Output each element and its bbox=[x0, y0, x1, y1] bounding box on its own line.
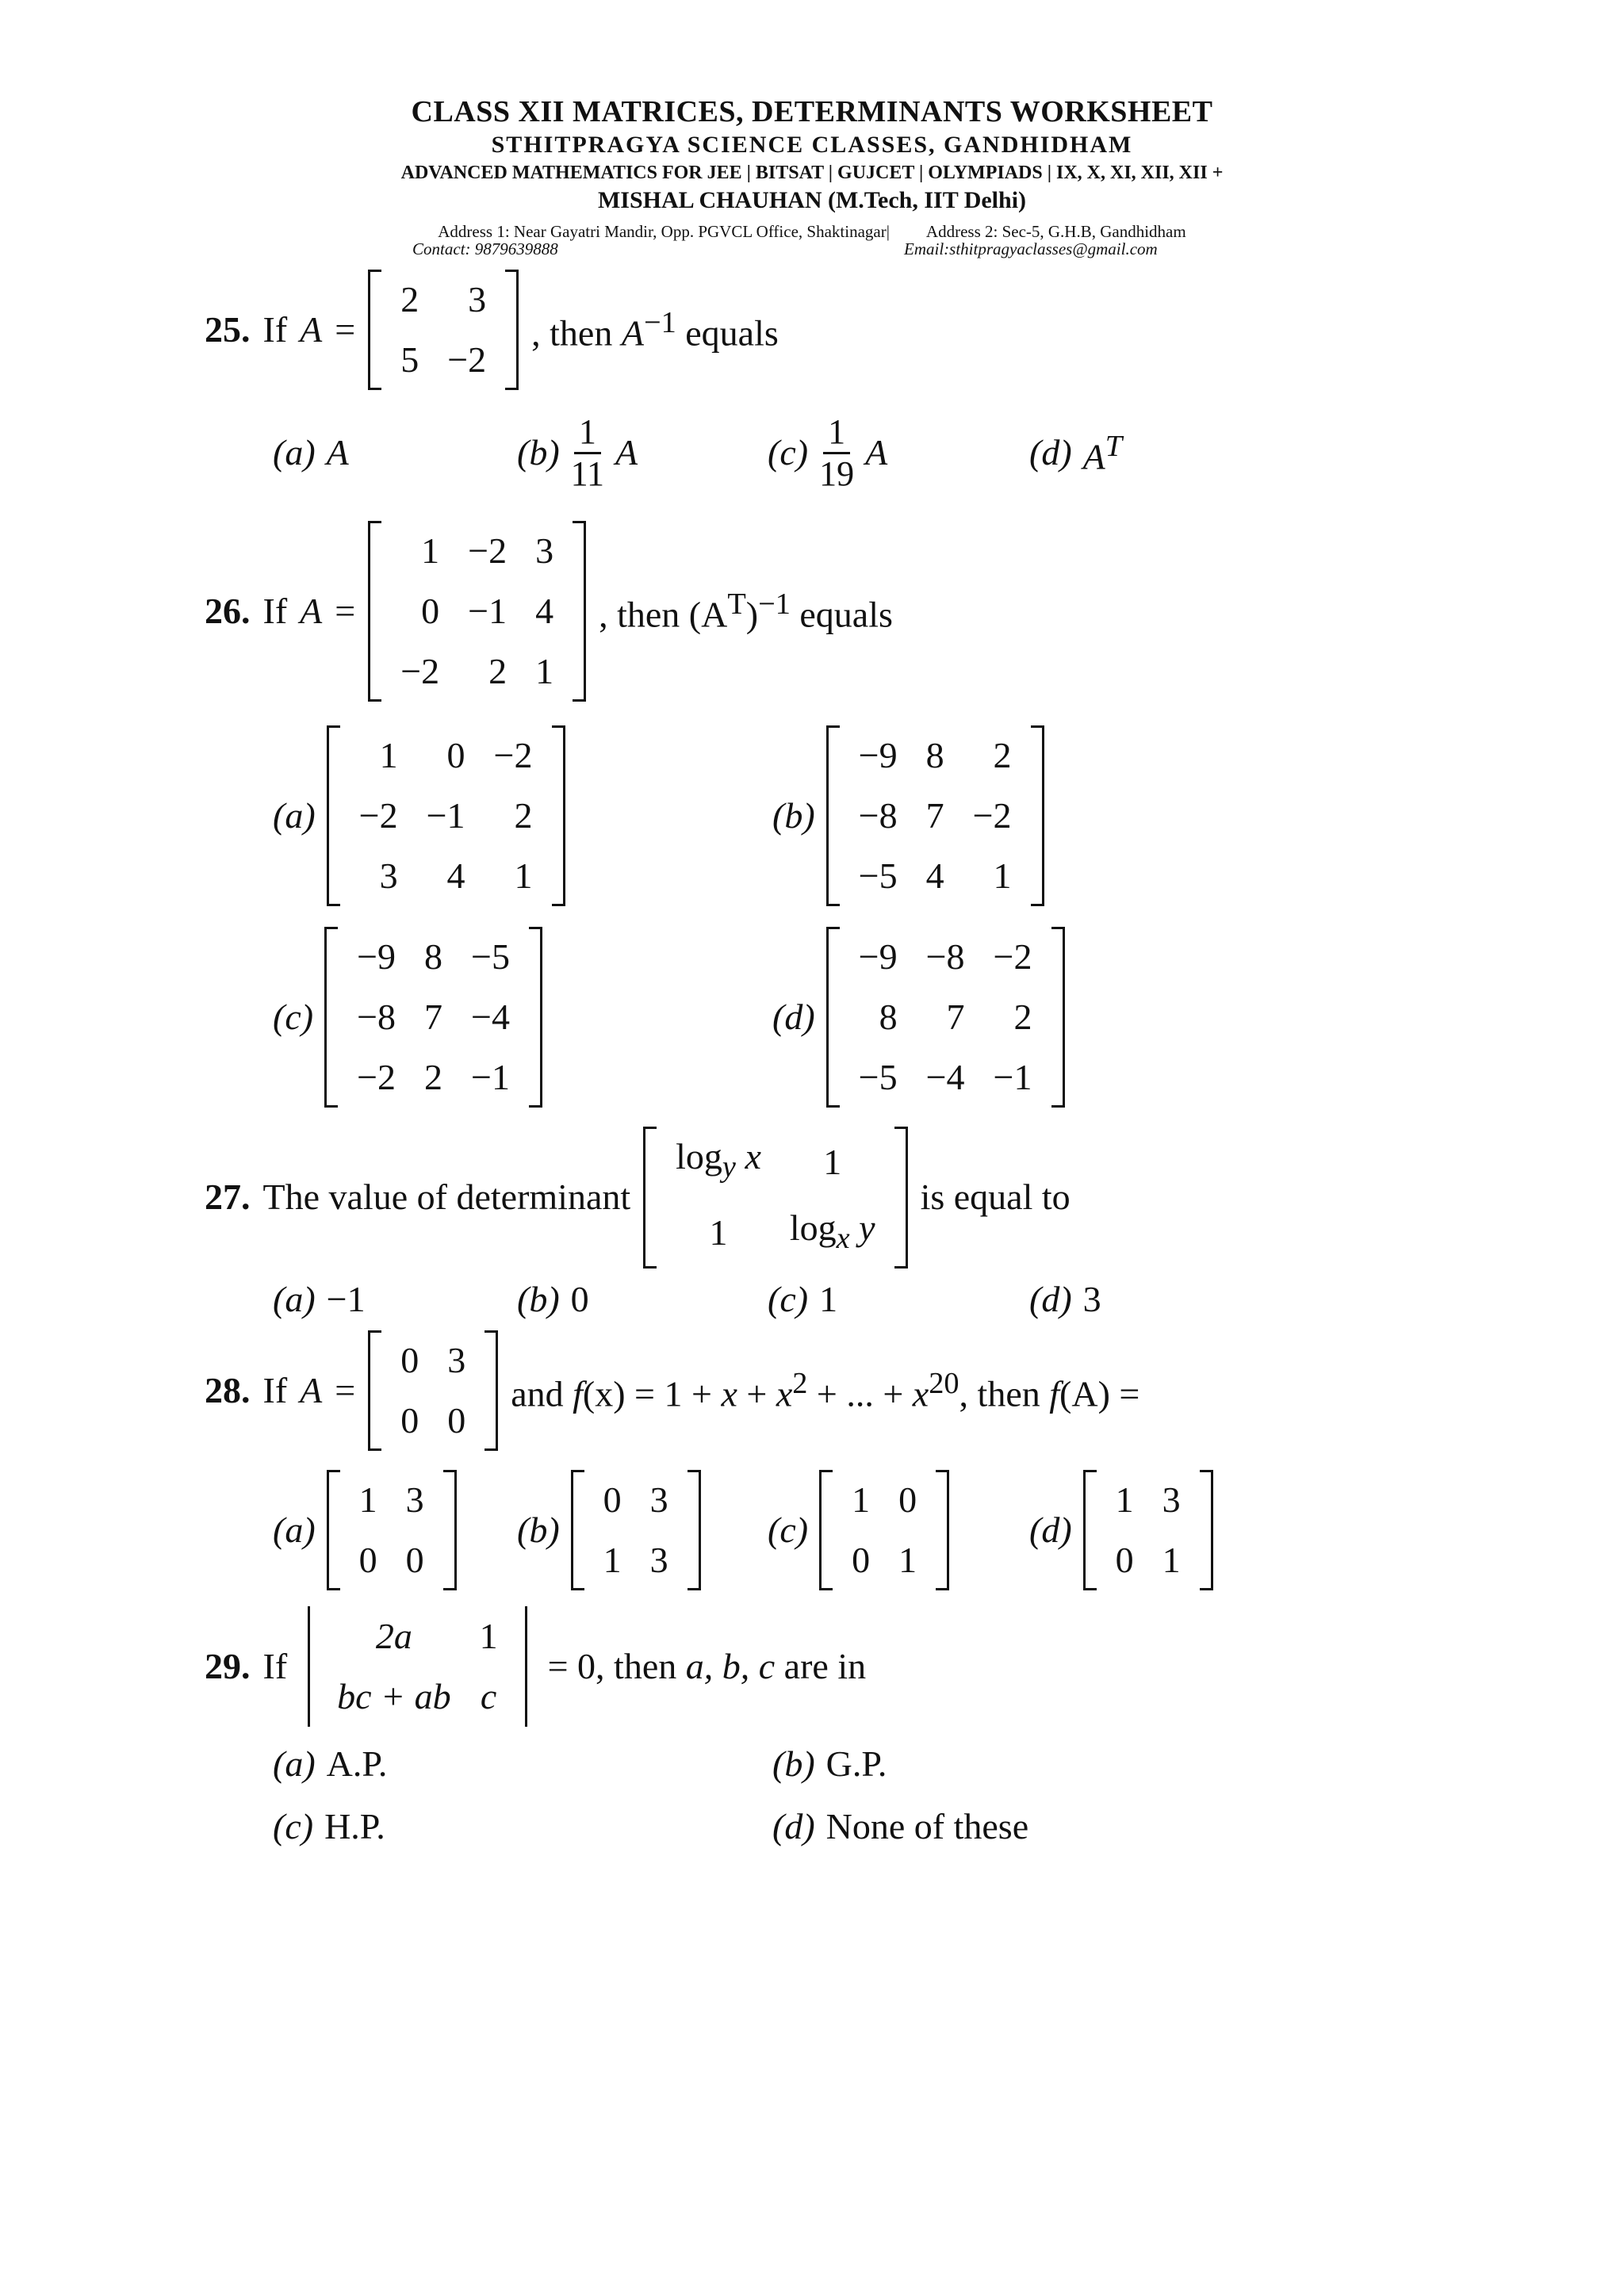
question-text: and $f(x) = 1 + x + x^2$ + ... + $x^{20}$, then f(A) = bbox=[511, 1367, 1140, 1414]
option-c[interactable]: (c) 1 0 0 1 bbox=[768, 1470, 1029, 1590]
option-b[interactable]: (b) $\frac{1}{11}$ A bbox=[517, 412, 638, 494]
contact-number: Contact: 9879639888 bbox=[412, 239, 558, 258]
option-a[interactable]: (a) A.P. bbox=[273, 1743, 388, 1785]
option-b[interactable]: (b) G.P. bbox=[772, 1743, 887, 1785]
equals-sign: = bbox=[335, 308, 356, 350]
variable: A bbox=[300, 308, 323, 350]
question-text: = 0, then a, b, c are in bbox=[547, 1646, 867, 1687]
question-text: If bbox=[262, 1646, 288, 1687]
option-d[interactable]: (d) 1 3 0 1 bbox=[1029, 1470, 1213, 1590]
options-29-row2 bbox=[273, 1807, 1505, 1847]
question-text: is equal to bbox=[920, 1177, 1071, 1218]
option-a[interactable]: (a) A bbox=[273, 432, 349, 473]
equals-sign: = bbox=[335, 591, 356, 632]
question-number: 29. bbox=[205, 1646, 251, 1687]
question-28 bbox=[205, 1330, 1505, 1451]
matrix: 2 3 5 −2 bbox=[368, 270, 519, 390]
worksheet-title: CLASS XII MATRICES, DETERMINANTS WORKSHEET bbox=[411, 95, 1213, 128]
option-d[interactable]: (d) −9 −8 −2 8 7 2 −5 −4 −1 bbox=[772, 927, 1065, 1108]
option-d[interactable]: (d) 3 bbox=[1029, 1278, 1101, 1319]
institute-name: STHITPRAGYA SCIENCE CLASSES, GANDHIDHAM bbox=[491, 132, 1133, 158]
question-number: 26. bbox=[205, 591, 251, 632]
worksheet-header bbox=[0, 94, 1624, 243]
question-29 bbox=[205, 1606, 1505, 1727]
option-d[interactable]: (d) None of these bbox=[772, 1805, 1029, 1846]
question-27 bbox=[205, 1127, 1505, 1268]
address-2: Address 2: Sec-5, G.H.B, Gandhidham bbox=[925, 222, 1186, 241]
matrix: 1 −2 3 0 −1 4 −2 2 1 bbox=[368, 521, 586, 702]
option-c[interactable]: (c) $\frac{1}{19}$ A bbox=[768, 412, 888, 494]
option-a[interactable]: (a) 1 0 −2 −2 −1 2 3 4 1 bbox=[273, 725, 772, 906]
question-25 bbox=[205, 270, 1505, 390]
equals-sign: = bbox=[335, 1370, 356, 1411]
programs-line: ADVANCED MATHEMATICS FOR JEE | BITSAT | GUJCET | OLYMPIADS | IX, X, XI, XII, XII + bbox=[400, 163, 1224, 183]
options-25 bbox=[273, 414, 1505, 492]
address-1: Address 1: Near Gayatri Mandir, Opp. PGVCL Office, Shaktinagar| bbox=[438, 222, 890, 241]
teacher-name: MISHAL CHAUHAN (M.Tech, IIT Delhi) bbox=[597, 187, 1027, 213]
question-text: If bbox=[262, 308, 288, 350]
options-26-row1 bbox=[273, 725, 1505, 906]
question-text: , then $A^{-1}$ equals bbox=[531, 306, 779, 354]
options-27 bbox=[273, 1280, 1505, 1320]
matrix: $\log_y x$ 1 1 $\log_x y$ bbox=[643, 1127, 907, 1268]
option-a[interactable]: (a) 1 3 0 0 bbox=[273, 1470, 517, 1590]
option-d[interactable]: (d) $A^T$ bbox=[1029, 429, 1123, 477]
worksheet-content bbox=[205, 270, 1505, 1847]
variable: A bbox=[300, 591, 323, 632]
option-b[interactable]: (b) −9 8 2 −8 7 −2 −5 4 1 bbox=[772, 725, 1044, 906]
question-text: If bbox=[262, 1370, 288, 1411]
options-28 bbox=[273, 1470, 1505, 1590]
determinant: 2a 1 bc + ab c bbox=[300, 1606, 534, 1727]
question-26 bbox=[205, 521, 1505, 702]
question-text: The value of determinant bbox=[262, 1177, 631, 1218]
matrix: 0 3 0 0 bbox=[368, 1330, 498, 1451]
options-29-row1 bbox=[273, 1744, 1505, 1785]
options-26-row2 bbox=[273, 927, 1505, 1108]
option-b[interactable]: (b) 0 bbox=[517, 1278, 589, 1319]
option-c[interactable]: (c) 1 bbox=[768, 1278, 838, 1319]
option-b[interactable]: (b) 0 3 1 3 bbox=[517, 1470, 768, 1590]
option-a[interactable]: (a) −1 bbox=[273, 1278, 366, 1319]
question-number: 28. bbox=[205, 1370, 251, 1411]
question-text: , then $(A^T)^{-1}$ equals bbox=[599, 587, 893, 635]
question-number: 25. bbox=[205, 308, 251, 350]
question-text: If bbox=[262, 591, 288, 632]
option-c[interactable]: (c) −9 8 −5 −8 7 −4 −2 2 −1 bbox=[273, 927, 772, 1108]
option-c[interactable]: (c) H.P. bbox=[273, 1805, 385, 1846]
question-number: 27. bbox=[205, 1177, 251, 1218]
contact-email: Email:sthitpragyaclasses@gmail.com bbox=[904, 239, 1158, 258]
address-line bbox=[0, 220, 1624, 243]
variable: A bbox=[300, 1370, 323, 1411]
